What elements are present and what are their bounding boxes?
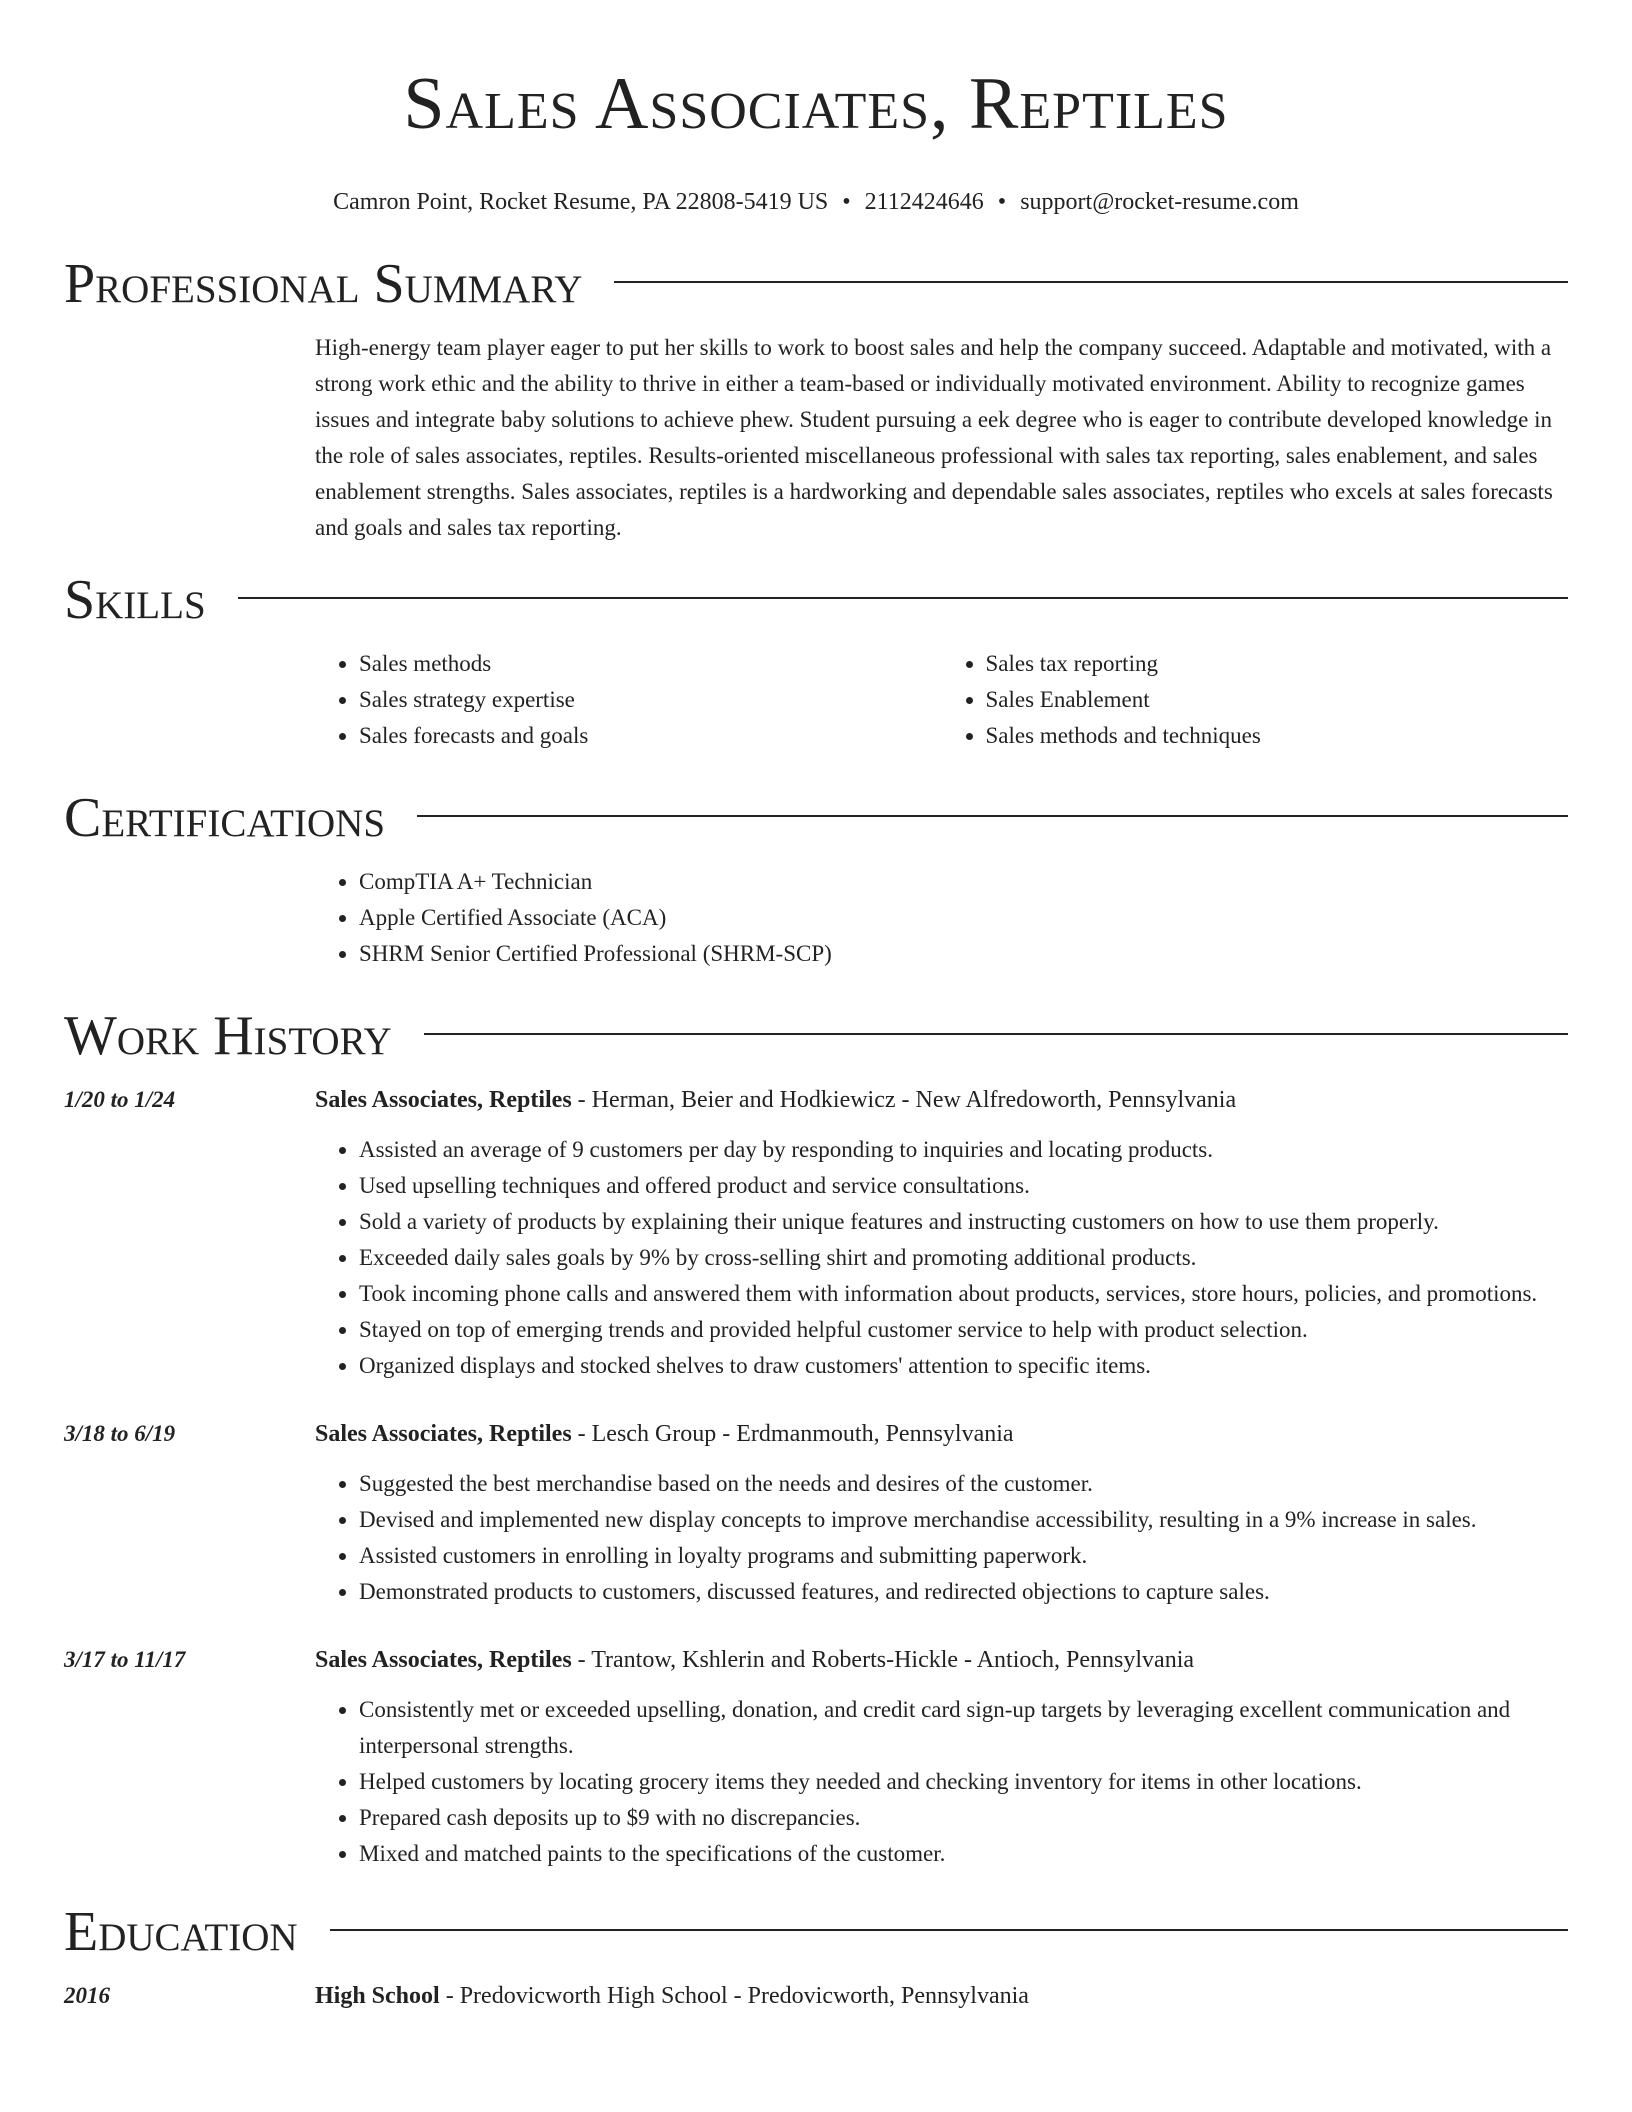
section-divider — [238, 597, 1568, 599]
work-history-section — [0, 1004, 1632, 1872]
education-details — [315, 1978, 1568, 2014]
skills-list-left — [315, 646, 942, 754]
contact-email: support@rocket-resume.com — [1020, 189, 1299, 215]
job-bullet: • Sold a variety of products by explaining their unique features and instructing customers on how to use them properly. — [359, 1204, 1568, 1240]
section-divider — [614, 281, 1568, 283]
section-divider — [417, 815, 1568, 817]
job-title: Sales Associates, Reptiles — [315, 1087, 572, 1113]
job-details — [315, 1416, 1568, 1610]
job-employer: - Lesch Group - Erdmanmouth, Pennsylvania — [571, 1421, 1014, 1447]
education-section — [0, 1900, 1632, 2014]
contact-address: Camron Point, Rocket Resume, PA 22808-5419 US — [333, 189, 829, 215]
education-degree: High School — [315, 1983, 440, 2009]
certification-item: • CompTIA A+ Technician — [359, 864, 1568, 900]
job-heading — [315, 1082, 1568, 1118]
section-heading — [64, 786, 1568, 850]
job-employer: - Herman, Beier and Hodkiewicz - New Alfredoworth, Pennsylvania — [571, 1087, 1237, 1113]
job-bullet: • Assisted customers in enrolling in loyalty programs and submitting paperwork. — [359, 1538, 1568, 1574]
job-bullet: • Helped customers by locating grocery items they needed and checking inventory for items in other locations. — [359, 1764, 1568, 1800]
job-bullets — [315, 1466, 1568, 1610]
job-heading — [315, 1416, 1568, 1452]
job-title: Sales Associates, Reptiles — [315, 1421, 572, 1447]
skill-item: • Sales tax reporting — [986, 646, 1569, 682]
job-bullet: • Prepared cash deposits up to $9 with no discrepancies. — [359, 1800, 1568, 1836]
skills-list-right — [942, 646, 1569, 754]
contact-separator: • — [842, 189, 851, 215]
job-heading — [315, 1642, 1568, 1678]
section-divider — [330, 1929, 1568, 1931]
contact-separator: • — [997, 189, 1007, 215]
job-details — [315, 1082, 1568, 1384]
job-dates: 3/17 to 11/17 — [64, 1647, 186, 1672]
job-bullet: • Stayed on top of emerging trends and provided helpful customer service to help with product selection. — [359, 1312, 1568, 1348]
job-bullet: • Assisted an average of 9 customers per day by responding to inquiries and locating products. — [359, 1132, 1568, 1168]
job-entry — [64, 1082, 1568, 1384]
education-heading — [315, 1978, 1568, 2014]
section-title-education: Education — [64, 1901, 298, 1963]
skill-item: • Sales methods — [359, 646, 942, 682]
job-bullet: • Consistently met or exceeded upselling, donation, and credit card sign-up targets by leveraging excellent communication and interpersonal strengths. — [359, 1692, 1568, 1764]
section-title-summary: Professional Summary — [64, 253, 583, 315]
section-heading — [64, 1004, 1568, 1068]
education-school: - Predovicworth High School - Predovicworth, Pennsylvania — [439, 1983, 1029, 2009]
section-title-skills: Skills — [64, 569, 206, 631]
education-dates: 2016 — [64, 1983, 110, 2008]
candidate-name: Sales Associates, Reptiles — [403, 63, 1229, 145]
job-bullet: • Used upselling techniques and offered product and service consultations. — [359, 1168, 1568, 1204]
job-entry — [64, 1416, 1568, 1610]
job-bullet: • Took incoming phone calls and answered them with information about products, services, store hours, policies, and promotions. — [359, 1276, 1568, 1312]
job-dates: 1/20 to 1/24 — [64, 1087, 176, 1112]
job-bullets — [315, 1132, 1568, 1384]
summary-text: High-energy team player eager to put her skills to work to boost sales and help the company succeed. Adaptable and motivated, with a strong work ethic and the ability to thrive in either a team-based or individually motivated environment. Ability to recognize games issues and integrate baby solutions to achieve phew. Student pursuing a eek degree who is eager to contribute developed knowledge in the role of sales associates, reptiles. Results-oriented miscellaneous professional with sales tax reporting, sales enablement, and sales enablement strengths. Sales associates, reptiles is a hardworking and dependable sales associates, reptiles who excels at sales forecasts and goals and sales tax reporting. — [315, 335, 1553, 540]
job-bullet: • Exceeded daily sales goals by 9% by cross-selling shirt and promoting additional products. — [359, 1240, 1568, 1276]
certification-item: • Apple Certified Associate (ACA) — [359, 900, 1568, 936]
job-bullet: • Devised and implemented new display concepts to improve merchandise accessibility, resulting in a 9% increase in sales. — [359, 1502, 1568, 1538]
skills-columns — [315, 646, 1568, 754]
education-entry — [64, 1978, 1568, 2014]
job-dates: 3/18 to 6/19 — [64, 1421, 176, 1446]
section-heading — [64, 568, 1568, 632]
summary-body — [315, 330, 1568, 546]
section-divider — [424, 1033, 1568, 1035]
section-title-work-history: Work History — [64, 1005, 392, 1067]
job-bullet: • Demonstrated products to customers, discussed features, and redirected objections to capture sales. — [359, 1574, 1568, 1610]
summary-section — [0, 252, 1632, 546]
job-bullet: • Suggested the best merchandise based on the needs and desires of the customer. — [359, 1466, 1568, 1502]
certification-item: • SHRM Senior Certified Professional (SHRM-SCP) — [359, 936, 1568, 972]
resume-header — [0, 0, 1632, 218]
skill-item: • Sales forecasts and goals — [359, 718, 942, 754]
contact-phone: 2112424646 — [864, 189, 984, 215]
skill-item: • Sales Enablement — [986, 682, 1569, 718]
job-employer: - Trantow, Kshlerin and Roberts-Hickle - Antioch, Pennsylvania — [571, 1647, 1195, 1673]
job-title: Sales Associates, Reptiles — [315, 1647, 572, 1673]
job-bullet: • Mixed and matched paints to the specifications of the customer. — [359, 1836, 1568, 1872]
contact-line — [0, 186, 1632, 218]
job-bullets — [315, 1692, 1568, 1872]
certifications-list — [315, 864, 1568, 972]
skills-body — [315, 646, 1568, 754]
job-bullet: • Organized displays and stocked shelves to draw customers' attention to specific items. — [359, 1348, 1568, 1384]
section-title-certifications: Certifications — [64, 787, 386, 849]
certifications-body — [315, 864, 1568, 972]
section-heading — [64, 252, 1568, 316]
skills-section — [0, 568, 1632, 754]
certifications-section — [0, 786, 1632, 972]
skill-item: • Sales methods and techniques — [986, 718, 1569, 754]
skill-item: • Sales strategy expertise — [359, 682, 942, 718]
job-details — [315, 1642, 1568, 1872]
job-entry — [64, 1642, 1568, 1872]
section-heading — [64, 1900, 1568, 1964]
